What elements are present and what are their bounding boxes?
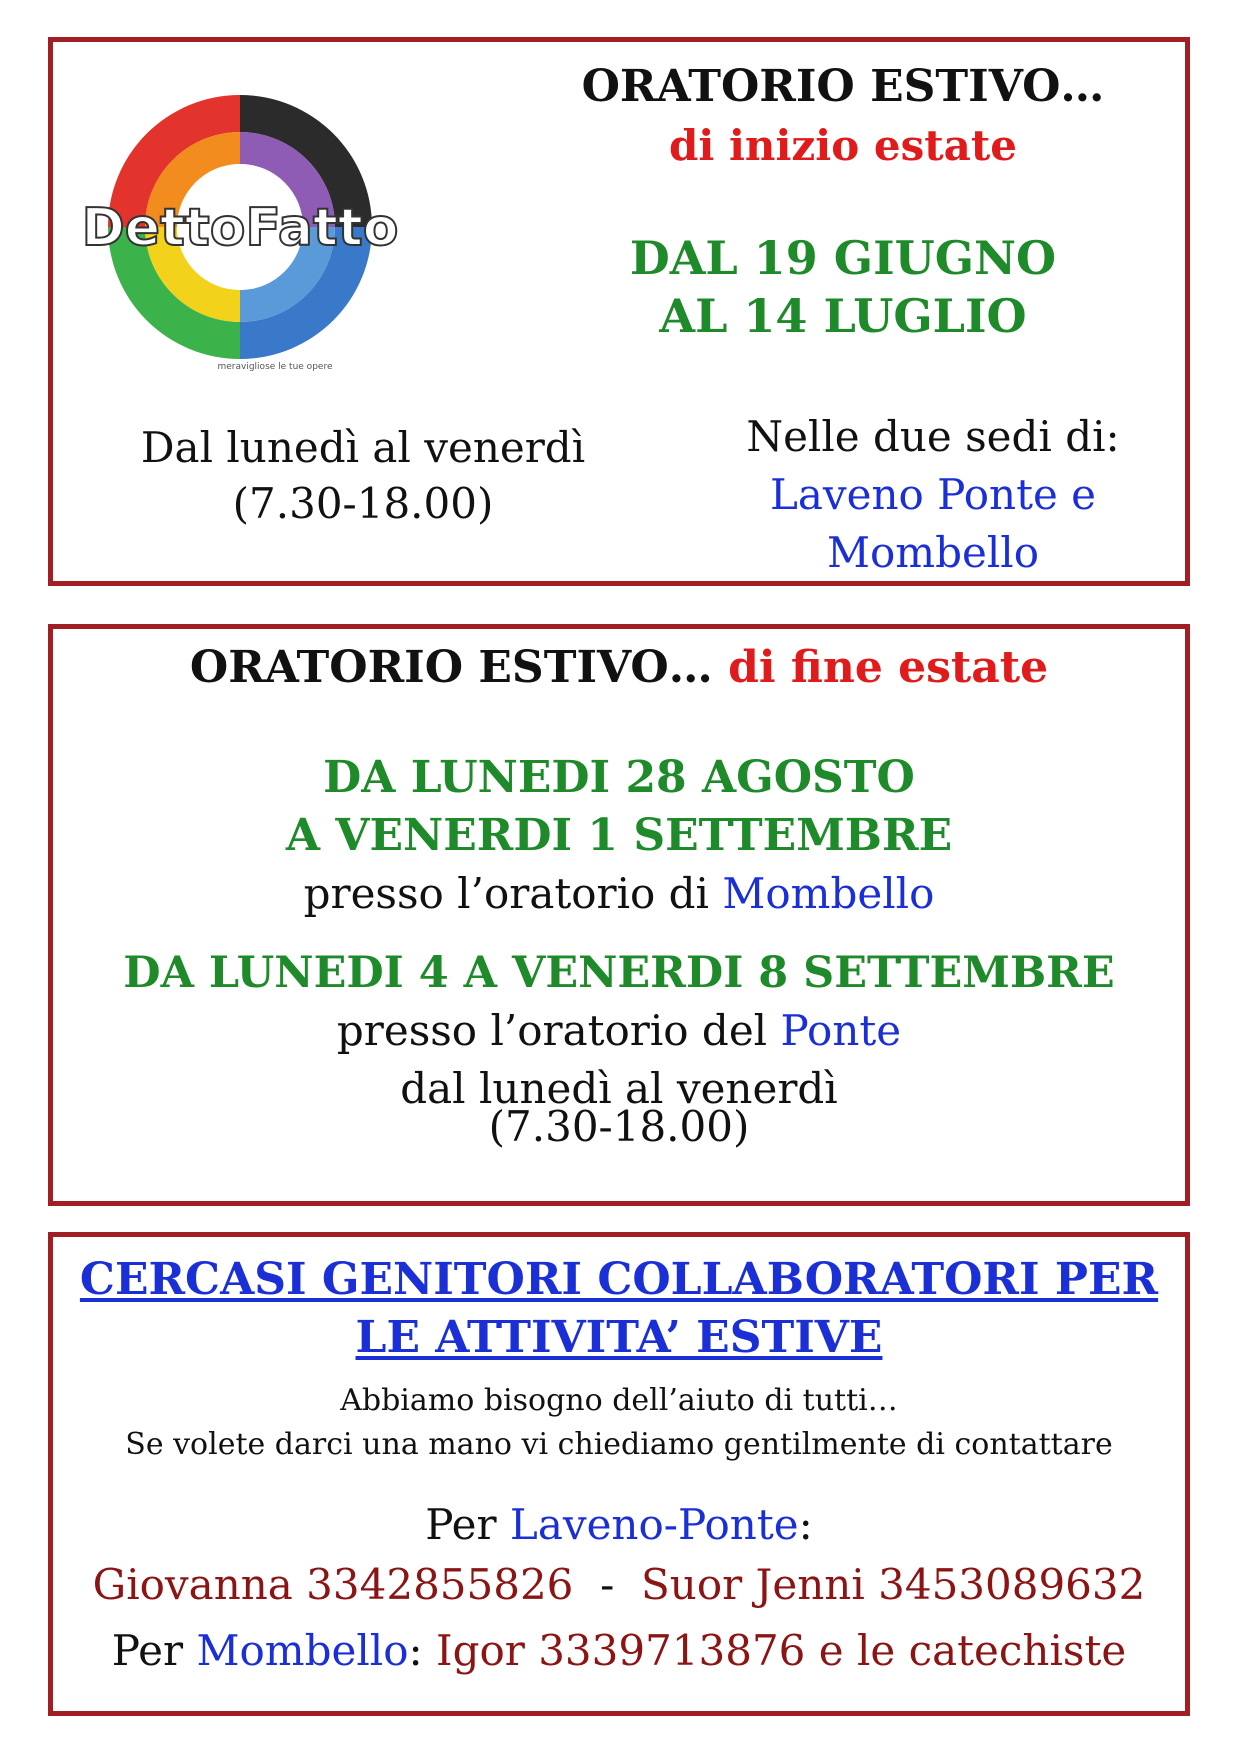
volunteers-note <box>53 1379 1185 1467</box>
volunteers-title-line-2: LE ATTIVITA’ ESTIVE <box>355 1312 883 1363</box>
summer-start-schedule <box>73 420 653 532</box>
period-1-start: DA LUNEDI 28 AGOSTO <box>323 752 915 803</box>
summer-end-title: ORATORIO ESTIVO… <box>189 642 713 693</box>
locations-line-2: Mombello <box>826 528 1039 577</box>
period-2-dates: DA LUNEDI 4 A VENERDI 8 SETTEMBRE <box>123 948 1115 998</box>
volunteers-title <box>53 1251 1185 1367</box>
contacts-mombello-place: Mombello <box>196 1626 409 1675</box>
period-2-days: dal lunedì al venerdì <box>400 1064 838 1113</box>
summer-end-hours: (7.30-18.00) <box>488 1102 750 1151</box>
summer-start-title: ORATORIO ESTIVO… <box>581 61 1105 112</box>
period-2-place: Ponte <box>780 1006 902 1055</box>
contacts-laveno-people <box>53 1555 1185 1615</box>
summer-end-subtitle: di fine estate <box>728 642 1049 693</box>
note-line-2: Se volete darci una mano vi chiediamo gentilmente di contattare <box>125 1427 1113 1462</box>
summer-start-locations <box>663 408 1203 582</box>
contact-giovanna: Giovanna 3342855826 <box>92 1560 574 1609</box>
summer-start-box <box>48 37 1190 586</box>
period-1-end: A VENERDI 1 SETTEMBRE <box>285 810 953 861</box>
dates-from: DAL 19 GIUGNO <box>629 231 1057 285</box>
contacts-laveno-place: Laveno-Ponte <box>509 1500 799 1549</box>
contacts-mombello-prefix: Per <box>111 1626 184 1675</box>
summer-end-title-row <box>53 639 1185 697</box>
contacts-mombello-colon: : <box>408 1626 423 1675</box>
note-line-1: Abbiamo bisogno dell’aiuto di tutti… <box>340 1383 898 1418</box>
contacts-laveno-ponte <box>53 1495 1185 1615</box>
contact-separator: - <box>600 1560 615 1609</box>
period-1-place-row <box>53 865 1185 923</box>
contacts-mombello-people: Igor 3339713876 e le catechiste <box>436 1626 1127 1675</box>
contacts-laveno-prefix: Per <box>425 1500 497 1549</box>
logo-wordmark: DettoFatto <box>81 198 399 258</box>
contacts-laveno-colon: : <box>798 1500 813 1549</box>
summer-start-dates <box>483 229 1203 345</box>
schedule-hours: (7.30-18.00) <box>232 479 494 528</box>
contacts-laveno-heading <box>53 1495 1185 1555</box>
period-1-place: Mombello <box>722 869 935 918</box>
volunteers-title-line-1: CERCASI GENITORI COLLABORATORI PER <box>79 1254 1159 1305</box>
period-2-place-prefix: presso l’oratorio del <box>336 1006 768 1055</box>
contacts-mombello <box>53 1621 1185 1681</box>
contact-suor-jenni: Suor Jenni 3453089632 <box>641 1560 1146 1609</box>
schedule-days: Dal lunedì al venerdì <box>140 423 586 472</box>
volunteers-box <box>48 1232 1190 1716</box>
period-2-place-row <box>53 1002 1185 1060</box>
dettofatto-logo-image <box>75 77 405 377</box>
summer-start-subtitle: di inizio estate <box>669 121 1017 170</box>
summer-end-box <box>48 624 1190 1206</box>
period-1-place-prefix: presso l’oratorio di <box>303 869 709 918</box>
period-2 <box>53 944 1185 1118</box>
dates-to: AL 14 LUGLIO <box>659 289 1027 343</box>
locations-intro: Nelle due sedi di: <box>746 412 1120 461</box>
logo-tagline: meravigliose le tue opere <box>217 362 333 372</box>
locations-line-1: Laveno Ponte e <box>769 470 1097 519</box>
period-1 <box>53 749 1185 923</box>
